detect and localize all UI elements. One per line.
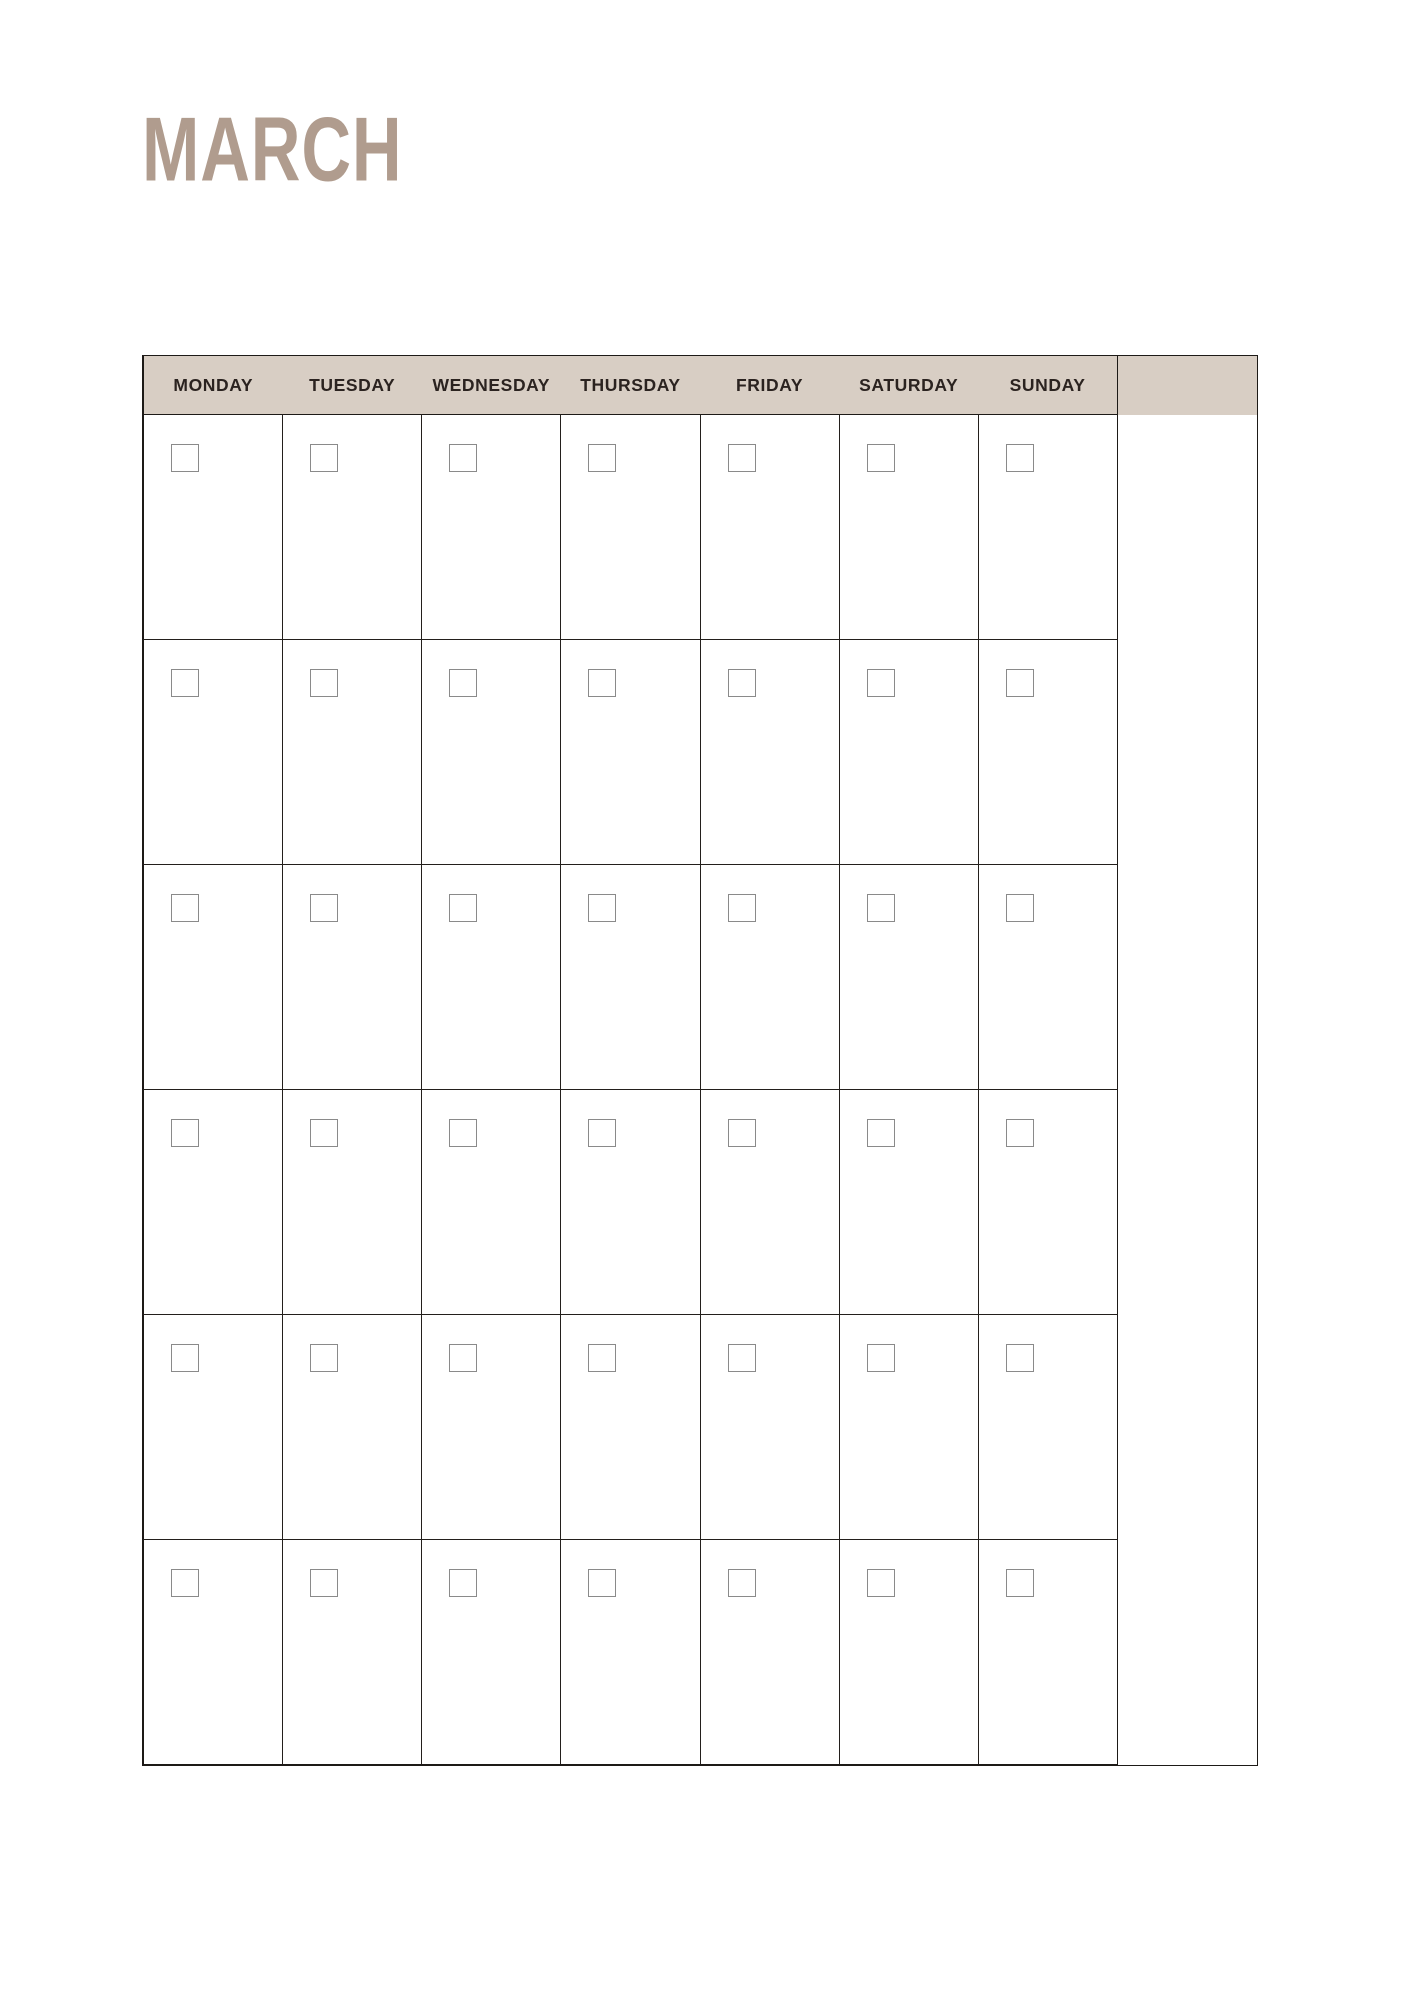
calendar-day-cell[interactable] bbox=[700, 1540, 839, 1765]
calendar-day-cell[interactable] bbox=[144, 1540, 283, 1765]
checkbox-icon[interactable] bbox=[1006, 669, 1034, 697]
calendar-day-cell[interactable] bbox=[561, 1090, 700, 1315]
checkbox-icon[interactable] bbox=[867, 894, 895, 922]
checkbox-icon[interactable] bbox=[1006, 894, 1034, 922]
checkbox-icon[interactable] bbox=[449, 669, 477, 697]
checkbox-icon[interactable] bbox=[449, 1569, 477, 1597]
weekday-header-row bbox=[144, 356, 1257, 415]
calendar-day-cell[interactable] bbox=[144, 865, 283, 1090]
checkbox-icon[interactable] bbox=[588, 669, 616, 697]
weekday-header-friday: FRIDAY bbox=[700, 356, 839, 415]
checkbox-icon[interactable] bbox=[171, 1119, 199, 1147]
calendar-day-cell[interactable] bbox=[283, 1540, 422, 1765]
calendar-day-cell[interactable] bbox=[422, 1090, 561, 1315]
checkbox-icon[interactable] bbox=[867, 1344, 895, 1372]
checkbox-icon[interactable] bbox=[588, 1119, 616, 1147]
checkbox-icon[interactable] bbox=[1006, 1119, 1034, 1147]
calendar-day-cell[interactable] bbox=[978, 865, 1117, 1090]
calendar-day-cell[interactable] bbox=[978, 640, 1117, 865]
checkbox-icon[interactable] bbox=[867, 669, 895, 697]
checkbox-icon[interactable] bbox=[171, 1569, 199, 1597]
calendar-day-cell[interactable] bbox=[839, 1090, 978, 1315]
calendar-header bbox=[144, 356, 1257, 415]
checkbox-icon[interactable] bbox=[588, 1569, 616, 1597]
calendar-day-cell[interactable] bbox=[422, 1315, 561, 1540]
weekday-header-sunday: SUNDAY bbox=[978, 356, 1117, 415]
checkbox-icon[interactable] bbox=[728, 894, 756, 922]
calendar-day-cell[interactable] bbox=[422, 1540, 561, 1765]
checkbox-icon[interactable] bbox=[171, 1344, 199, 1372]
checkbox-icon[interactable] bbox=[588, 444, 616, 472]
calendar-day-cell[interactable] bbox=[283, 415, 422, 640]
calendar-day-cell[interactable] bbox=[144, 640, 283, 865]
checkbox-icon[interactable] bbox=[449, 444, 477, 472]
calendar-day-cell[interactable] bbox=[978, 1090, 1117, 1315]
calendar-day-cell[interactable] bbox=[283, 1090, 422, 1315]
checkbox-icon[interactable] bbox=[171, 894, 199, 922]
checkbox-icon[interactable] bbox=[588, 1344, 616, 1372]
calendar-day-cell[interactable] bbox=[561, 1540, 700, 1765]
calendar-day-cell[interactable] bbox=[283, 1315, 422, 1540]
calendar-day-cell[interactable] bbox=[283, 865, 422, 1090]
weekday-header-thursday: THURSDAY bbox=[561, 356, 700, 415]
calendar-day-cell[interactable] bbox=[978, 1315, 1117, 1540]
calendar-day-cell[interactable] bbox=[422, 415, 561, 640]
weekday-header-saturday: SATURDAY bbox=[839, 356, 978, 415]
checkbox-icon[interactable] bbox=[449, 1119, 477, 1147]
calendar-day-cell[interactable] bbox=[839, 865, 978, 1090]
checkbox-icon[interactable] bbox=[728, 1569, 756, 1597]
checkbox-icon[interactable] bbox=[449, 894, 477, 922]
checkbox-icon[interactable] bbox=[171, 444, 199, 472]
checkbox-icon[interactable] bbox=[867, 444, 895, 472]
calendar-day-cell[interactable] bbox=[978, 415, 1117, 640]
calendar-day-cell[interactable] bbox=[700, 865, 839, 1090]
checkbox-icon[interactable] bbox=[728, 1119, 756, 1147]
calendar-grid bbox=[142, 355, 1258, 1766]
checkbox-icon[interactable] bbox=[310, 1569, 338, 1597]
calendar-day-cell[interactable] bbox=[700, 1315, 839, 1540]
checkbox-icon[interactable] bbox=[728, 669, 756, 697]
calendar-week-row bbox=[144, 1540, 1257, 1765]
calendar-day-cell[interactable] bbox=[700, 1090, 839, 1315]
calendar-day-cell[interactable] bbox=[700, 640, 839, 865]
page-title: MARCH bbox=[142, 98, 403, 201]
checkbox-icon[interactable] bbox=[310, 1344, 338, 1372]
checkbox-icon[interactable] bbox=[310, 669, 338, 697]
checkbox-icon[interactable] bbox=[310, 894, 338, 922]
weekday-header-monday: MONDAY bbox=[144, 356, 283, 415]
calendar-week-row bbox=[144, 865, 1257, 1090]
calendar-day-cell[interactable] bbox=[144, 1315, 283, 1540]
calendar-day-cell[interactable] bbox=[839, 1540, 978, 1765]
calendar-day-cell[interactable] bbox=[839, 1315, 978, 1540]
checkbox-icon[interactable] bbox=[867, 1569, 895, 1597]
checkbox-icon[interactable] bbox=[867, 1119, 895, 1147]
checkbox-icon[interactable] bbox=[171, 669, 199, 697]
weekday-header-tuesday: TUESDAY bbox=[283, 356, 422, 415]
calendar-week-row bbox=[144, 415, 1257, 640]
calendar-day-cell[interactable] bbox=[144, 1090, 283, 1315]
calendar-week-row bbox=[144, 1090, 1257, 1315]
calendar-body bbox=[144, 415, 1257, 1765]
calendar-day-cell[interactable] bbox=[839, 640, 978, 865]
calendar-day-cell[interactable] bbox=[422, 640, 561, 865]
checkbox-icon[interactable] bbox=[728, 1344, 756, 1372]
checkbox-icon[interactable] bbox=[1006, 1569, 1034, 1597]
weekday-header-wednesday: WEDNESDAY bbox=[422, 356, 561, 415]
calendar-table bbox=[143, 356, 1257, 1765]
calendar-day-cell[interactable] bbox=[144, 415, 283, 640]
checkbox-icon[interactable] bbox=[310, 444, 338, 472]
checkbox-icon[interactable] bbox=[449, 1344, 477, 1372]
calendar-day-cell[interactable] bbox=[978, 1540, 1117, 1765]
calendar-day-cell[interactable] bbox=[561, 640, 700, 865]
calendar-week-row bbox=[144, 640, 1257, 865]
calendar-day-cell[interactable] bbox=[561, 415, 700, 640]
checkbox-icon[interactable] bbox=[1006, 1344, 1034, 1372]
calendar-day-cell[interactable] bbox=[700, 415, 839, 640]
calendar-day-cell[interactable] bbox=[422, 865, 561, 1090]
calendar-day-cell[interactable] bbox=[561, 1315, 700, 1540]
checkbox-icon[interactable] bbox=[310, 1119, 338, 1147]
calendar-day-cell[interactable] bbox=[561, 865, 700, 1090]
checkbox-icon[interactable] bbox=[728, 444, 756, 472]
calendar-day-cell[interactable] bbox=[839, 415, 978, 640]
calendar-week-row bbox=[144, 1315, 1257, 1540]
checkbox-icon[interactable] bbox=[588, 894, 616, 922]
calendar-day-cell[interactable] bbox=[283, 640, 422, 865]
checkbox-icon[interactable] bbox=[1006, 444, 1034, 472]
